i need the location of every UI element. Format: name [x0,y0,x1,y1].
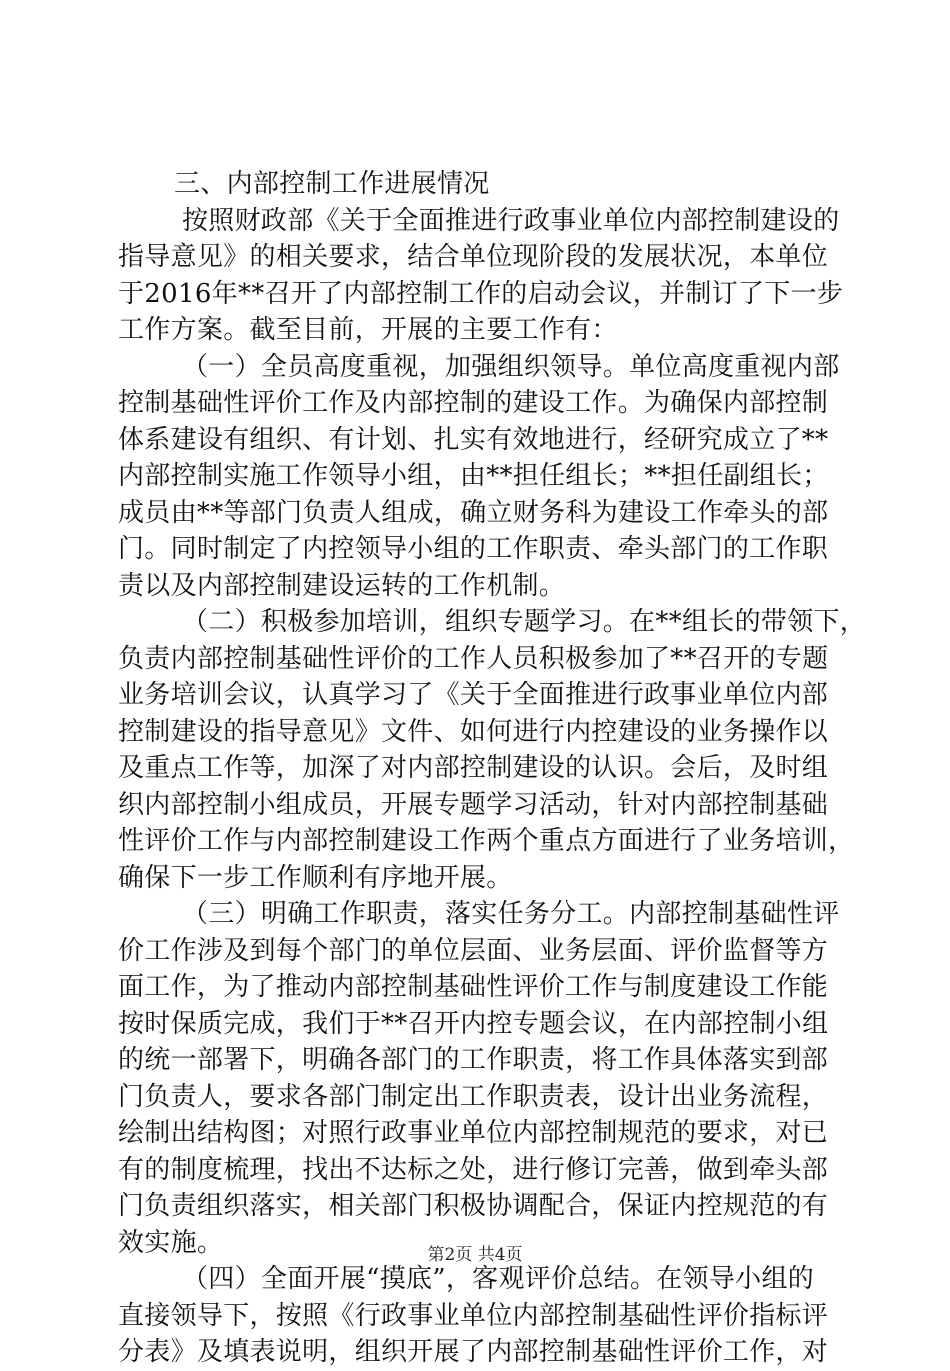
body-line: 内部控制实施工作领导小组，由**担任组长；**担任副组长； [118,461,829,491]
body-line: 于2016年**召开了内部控制工作的启动会议，并制订了下一步 [118,278,844,309]
body-line: （一）全员高度重视，加强组织领导。单位高度重视内部 [182,351,840,382]
body-line: 直接领导下，按照《行政事业单位内部控制基础性评价指标评 [118,1300,829,1331]
body-line: 负责内部控制基础性评价的工作人员积极参加了**召开的专题 [118,643,829,674]
body-line: （三）明确工作职责，落实任务分工。内部控制基础性评 [182,899,840,929]
body-line: 门负责组织落实，相关部门积极协调配合，保证内控规范的有 [118,1191,829,1221]
body-line: 及重点工作等，加深了对内部控制建设的认识。会后，及时组 [118,753,829,783]
body-line: 绘制出结构图；对照行政事业单位内部控制规范的要求，对已 [118,1118,829,1148]
body-line: 性评价工作与内部控制建设工作两个重点方面进行了业务培训， [118,826,855,856]
body-line: 责以及内部控制建设运转的工作机制。 [118,570,566,601]
body-line: （四）全面开展“摸底”，客观评价总结。在领导小组的 [182,1264,815,1294]
page-number-footer: 第2页 共4页 [427,1245,523,1265]
body-line: 的统一部署下，明确各部门的工作职责，将工作具体落实到部 [118,1045,829,1075]
body-line: 织内部控制小组成员，开展专题学习活动，针对内部控制基础 [118,789,829,820]
body-line: 分表》及填表说明，组织开展了内部控制基础性评价工作，对 [118,1337,829,1367]
document-body [118,166,867,1371]
body-line: 门负责人，要求各部门制定出工作职责表，设计出业务流程， [118,1081,829,1112]
body-line: 按时保质完成，我们于**召开内控专题会议，在内部控制小组 [118,1008,829,1039]
body-line: 体系建设有组织、有计划、扎实有效地进行，经研究成立了** [118,424,829,455]
body-line: 成员由**等部门负责人组成，确立财务科为建设工作牵头的部 [118,497,829,528]
body-line: 控制建设的指导意见》文件、如何进行内控建设的业务操作以 [118,716,829,747]
section-heading: 三、内部控制工作进展情况 [174,169,490,199]
body-line: （二）积极参加培训，组织专题学习。在**组长的带领下， [182,607,867,637]
body-line: 确保下一步工作顺利有序地开展。 [118,862,513,893]
body-line: 业务培训会议，认真学习了《关于全面推进行政事业单位内部 [118,680,829,710]
body-line: 面工作，为了推动内部控制基础性评价工作与制度建设工作能 [118,972,829,1002]
body-line: 指导意见》的相关要求，结合单位现阶段的发展状况，本单位 [118,242,829,272]
body-line: 门。同时制定了内控领导小组的工作职责、牵头部门的工作职 [118,534,829,564]
body-line: 按照财政部《关于全面推进行政事业单位内部控制建设的 [182,205,840,236]
body-line: 控制基础性评价工作及内部控制的建设工作。为确保内部控制 [118,388,829,418]
body-line: 效实施。 [118,1227,224,1258]
body-line: 价工作涉及到每个部门的单位层面、业务层面、评价监督等方 [118,935,829,966]
body-line: 工作方案。截至目前，开展的主要工作有： [118,315,618,345]
body-line: 有的制度梳理，找出不达标之处，进行修订完善，做到牵头部 [118,1154,829,1185]
